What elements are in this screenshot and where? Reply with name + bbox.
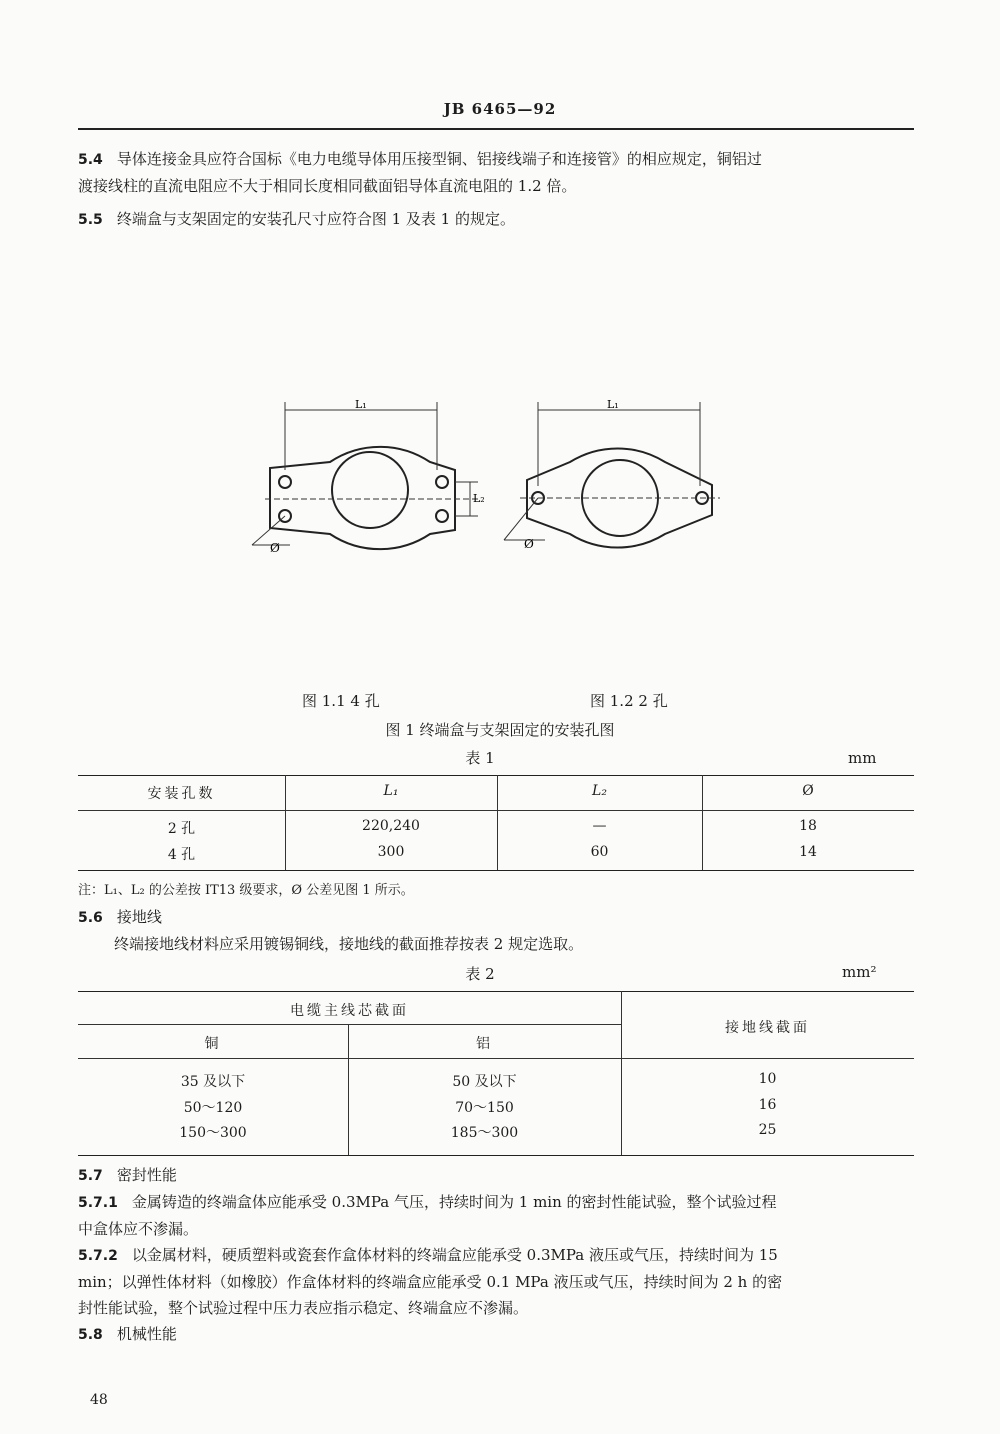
table-2-cell: 50 及以下 [452,1074,517,1090]
figure-1-1-drawing [230,390,490,630]
clause-number: 5.8 [78,1327,103,1343]
clause-title: 密封性能 [116,1166,177,1184]
clause-number: 5.5 [78,212,103,228]
table-2-cell: 50～120 [183,1100,243,1116]
clause-text-line: min；以弹性体材料（如橡胶）作盒体材料的终端盒应能承受 0.1 MPa 液压或气压，持续时间为 2 h 的密 [78,1273,783,1291]
table-2-cell: 25 [758,1122,777,1138]
table-2-cell: 70～150 [455,1100,514,1116]
figure-1-1-caption: 图 1.1 4 孔 [302,692,380,710]
table-2-title: 表 2 [465,965,495,983]
figure-1-1-dia-label: Ø [270,541,280,555]
table-1-header-cell: L₁ [383,783,399,799]
table-1-header-cell: Ø [802,783,814,799]
clause-text-line: 渡接线柱的直流电阻应不大于相同长度相同截面铝导体直流电阻的 1.2 倍。 [78,177,577,195]
page-number: 48 [90,1392,108,1408]
clause-text-line: 金属铸造的终端盒体应能承受 0.3MPa 气压，持续时间为 1 min 的密封性能试验，整个试验过程 [131,1193,777,1211]
table-1-header-cell: L₂ [592,783,607,799]
table-2-header-rule [78,1058,914,1059]
figure-1-2-caption: 图 1.2 2 孔 [590,692,668,710]
figure-1-1-l2-label: L₂ [473,492,485,505]
clause-number: 5.7.2 [78,1248,118,1264]
table-2-sub-header: 铝 [476,1036,493,1052]
table-1-cell: — [592,818,607,834]
table-2-cell: 185～300 [450,1125,519,1141]
table-1-title: 表 1 [465,749,495,767]
table-1-cell: 300 [377,844,405,860]
clause-5-6 [78,904,914,957]
table-1-header-cell: 安装孔数 [147,786,216,802]
table-2-right-header: 接地线截面 [725,1020,810,1036]
table-2-unit: mm² [842,963,877,981]
table-1-cell: 2 孔 [167,821,196,837]
table-2-group-rule [78,1024,621,1025]
clause-number: 5.7.1 [78,1195,118,1211]
table-1-cell: 18 [799,818,817,834]
table-2-sub-header: 铜 [204,1036,222,1052]
clause-text-line: 中盒体应不渗漏。 [78,1220,199,1238]
standard-number-header: JB 6465—92 [443,100,557,118]
clause-text: 终端盒与支架固定的安装孔尺寸应符合图 1 及表 1 的规定。 [116,210,515,228]
table-1-bottom-rule [78,870,914,871]
table-2-bottom-rule [78,1155,914,1156]
table-1-cell: 14 [799,844,817,860]
clause-5-7 [78,1162,914,1348]
clause-5-5 [78,206,914,233]
figure-1-caption: 图 1 终端盒与支架固定的安装孔图 [385,721,615,739]
clause-number: 5.4 [78,152,103,168]
table-1-cell: 4 孔 [167,847,196,863]
clause-number: 5.6 [78,910,103,926]
table-2-group-header: 电缆主线芯截面 [290,1003,409,1019]
clause-title: 接地线 [116,908,162,926]
table-2-cell: 10 [758,1071,777,1087]
table-2-cell: 150～300 [179,1125,247,1141]
clause-title: 机械性能 [116,1325,177,1343]
clause-text: 终端接地线材料应采用镀锡铜线，接地线的截面推荐按表 2 规定选取。 [114,935,584,953]
clause-number: 5.7 [78,1168,103,1184]
table-1-unit: mm [848,749,877,767]
table-2-cell: 35 及以下 [180,1074,246,1090]
table-1-note: 注：L₁、L₂ 的公差按 IT13 级要求，Ø 公差见图 1 所示。 [78,883,414,898]
figure-1-2-drawing [490,390,740,630]
clause-text-line: 以金属材料，硬质塑料或瓷套作盒体材料的终端盒应能承受 0.3MPa 液压或气压，持续时间为 15 [131,1246,778,1264]
table-2-top-rule [78,991,914,992]
table-1-cell: 60 [590,844,609,860]
table-1-header-rule [78,810,914,811]
figure-1-2-l1-label: L₁ [607,398,619,411]
table-1-cell: 220,240 [362,818,420,834]
clause-5-4 [78,146,914,199]
figure-1-2-dia-label: Ø [524,537,534,551]
table-2-cell: 16 [758,1097,777,1113]
figure-1-1-l1-label: L₁ [355,398,367,411]
table-1-top-rule [78,775,914,776]
clause-text-line: 封性能试验，整个试验过程中压力表应指示稳定、终端盒应不渗漏。 [78,1299,529,1317]
clause-text-line: 导体连接金具应符合国标《电力电缆导体用压接型铜、铝接线端子和连接管》的相应规定，铜铝过 [116,150,762,168]
header-rule [78,128,914,130]
